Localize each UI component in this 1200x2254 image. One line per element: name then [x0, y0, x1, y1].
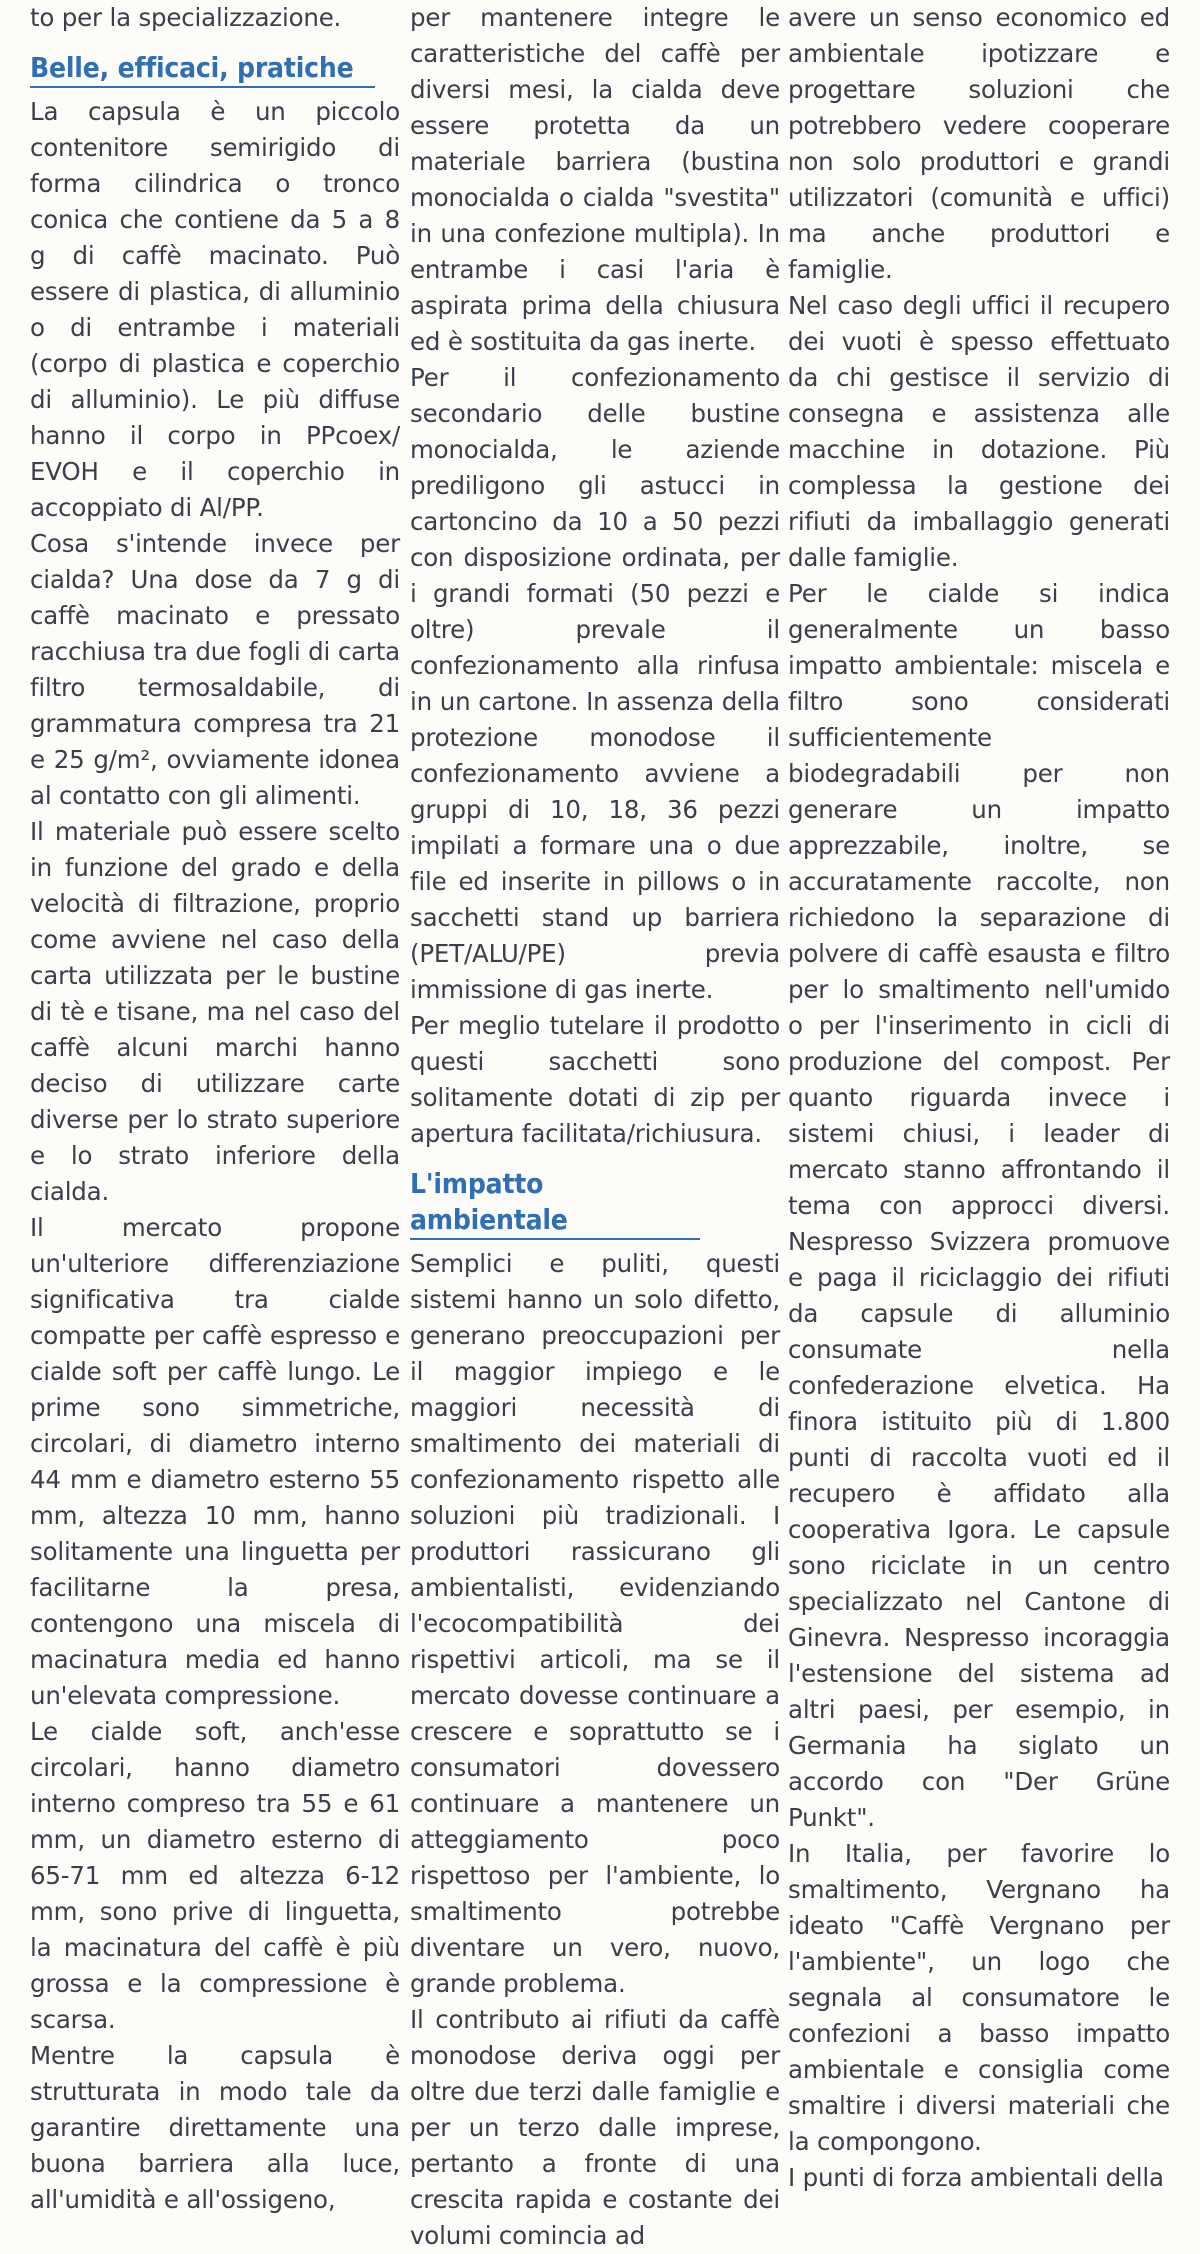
left-column [30, 0, 400, 2218]
section-heading-belle-efficaci-pratiche: Belle, efficaci, pratiche [30, 50, 375, 88]
paragraph: Nel caso degli uffici il recupero dei vuoti è spesso effettuato da chi gestisce il servizio di consegna e assistenza alle macchine in dotazione. Più complessa la gestione dei rifiuti da imballaggio generati dalle famiglie. [788, 291, 1170, 572]
paragraph: I punti di forza ambientali della [788, 2163, 1164, 2192]
section-heading-impatto-ambientale: L'impatto ambientale [410, 1166, 700, 1240]
paragraph: Le cialde soft, anch'esse circolari, hanno diametro interno compreso tra 55 e 61 mm, un diametro esterno di 65-71 mm ed altezza 6-12 mm, sono prive di linguetta, la macinatura del caffè è più grossa e la compressione è scarsa. [30, 1717, 400, 2034]
paragraph: Il materiale può essere scelto in funzione del grado e della velocità di filtrazione, proprio come avviene nel caso della carta utilizzata per le bustine di tè e tisane, ma nel caso del caffè alcuni marchi hanno deciso di utilizzare carte diverse per lo strato superiore e lo strato inferiore della cialda. [30, 817, 400, 1206]
left-top-fragment: to per la specializzazione. [30, 3, 342, 32]
middle-column [410, 0, 780, 2254]
right-column [788, 0, 1170, 2196]
paragraph: Il mercato propone un'ulteriore differenziazione significativa tra cialde compatte per caffè espresso e cialde soft per caffè lungo. Le prime sono simmetriche, circolari, di diametro interno 44 mm e diametro esterno 55 mm, altezza 10 mm, hanno solitamente una linguetta per facilitarne la presa, contengono una miscela di macinatura media ed hanno un'elevata compressione. [30, 1213, 400, 1710]
paragraph: Cosa s'intende invece per cialda? Una dose da 7 g di caffè macinato e pressato racchiusa tra due fogli di carta filtro termosaldabile, di grammatura compresa tra 21 e 25 g/m², ovviamente idonea al contatto con gli alimenti. [30, 529, 400, 810]
paragraph: La capsula è un piccolo contenitore semirigido di forma cilindrica o tronco conica che contiene da 5 a 8 g di caffè macinato. Può essere di plastica, di alluminio o di entrambe i materiali (corpo di plastica e coperchio di alluminio). Le più diffuse hanno il corpo in PPcoex/ EVOH e il coperchio in accoppiato di Al/PP. [30, 97, 400, 522]
paragraph: per mantenere integre le caratteristiche del caffè per diversi mesi, la cialda deve essere protetta da un materiale barriera (bustina monocialda o cialda "svestita" in una confezione multipla). In entrambe i casi l'aria è aspirata prima della chiusura ed è sostituita da gas inerte. [410, 3, 780, 356]
paragraph: Per meglio tutelare il prodotto questi sacchetti sono solitamente dotati di zip per apertura facilitata/richiusura. [410, 1011, 780, 1148]
paragraph: Il contributo ai rifiuti da caffè monodose deriva oggi per oltre due terzi dalle famiglie e per un terzo dalle imprese, pertanto a fronte di una crescita rapida e costante dei volumi comincia ad [410, 2005, 780, 2250]
paragraph: Semplici e puliti, questi sistemi hanno un solo difetto, generano preoccupazioni per il maggior impiego e le maggiori necessità di smaltimento dei materiali di confezionamento rispetto alle soluzioni più tradizionali. I produttori rassicurano gli ambientalisti, evidenziando l'ecocompatibilità dei rispettivi articoli, ma se il mercato dovesse continuare a crescere e soprattutto se i consumatori dovessero continuare a mantenere un atteggiamento poco rispettoso per l'ambiente, lo smaltimento potrebbe diventare un vero, nuovo, grande problema. [410, 1249, 780, 1998]
paragraph: In Italia, per favorire lo smaltimento, Vergnano ha ideato "Caffè Vergnano per l'ambiente", un logo che segnala al consumatore le confezioni a basso impatto ambientale e consiglia come smaltire i diversi materiali che la compongono. [788, 1839, 1170, 2156]
paragraph: Per le cialde si indica generalmente un basso impatto ambientale: miscela e filtro sono considerati sufficientemente biodegradabili per non generare un impatto apprezzabile, inoltre, se accuratamente raccolte, non richiedono la separazione di polvere di caffè esausta e filtro per lo smaltimento nell'umido o per l'inserimento in cicli di produzione del compost. Per quanto riguarda invece i sistemi chiusi, i leader di mercato stanno affrontando il tema con approcci diversi. Nespresso Svizzera promuove e paga il riciclaggio dei rifiuti da capsule di alluminio consumate nella confederazione elvetica. Ha finora istituito più di 1.800 punti di raccolta vuoti ed il recupero è affidato alla cooperativa Igora. Le capsule sono riciclate in un centro specializzato nel Cantone di Ginevra. Nespresso incoraggia l'estensione del sistema ad altri paesi, per esempio, in Germania ha siglato un accordo con "Der Grüne Punkt". [788, 579, 1170, 1832]
paragraph: Per il confezionamento secondario delle bustine monocialda, le aziende prediligono gli astucci in cartoncino da 10 a 50 pezzi con disposizione ordinata, per i grandi formati (50 pezzi e oltre) prevale il confezionamento alla rinfusa in un cartone. In assenza della protezione monodose il confezionamento avviene a gruppi di 10, 18, 36 pezzi impilati a formare una o due file ed inserite in pillows o in sacchetti stand up barriera (PET/ALU/PE) previa immissione di gas inerte. [410, 363, 780, 1004]
paragraph: avere un senso economico ed ambientale ipotizzare e progettare soluzioni che potrebbero vedere cooperare non solo produttori e grandi utilizzatori (comunità e uffici) ma anche produttori e famiglie. [788, 3, 1170, 284]
paragraph: Mentre la capsula è strutturata in modo tale da garantire direttamente una buona barriera alla luce, all'umidità e all'ossigeno, [30, 2041, 400, 2214]
